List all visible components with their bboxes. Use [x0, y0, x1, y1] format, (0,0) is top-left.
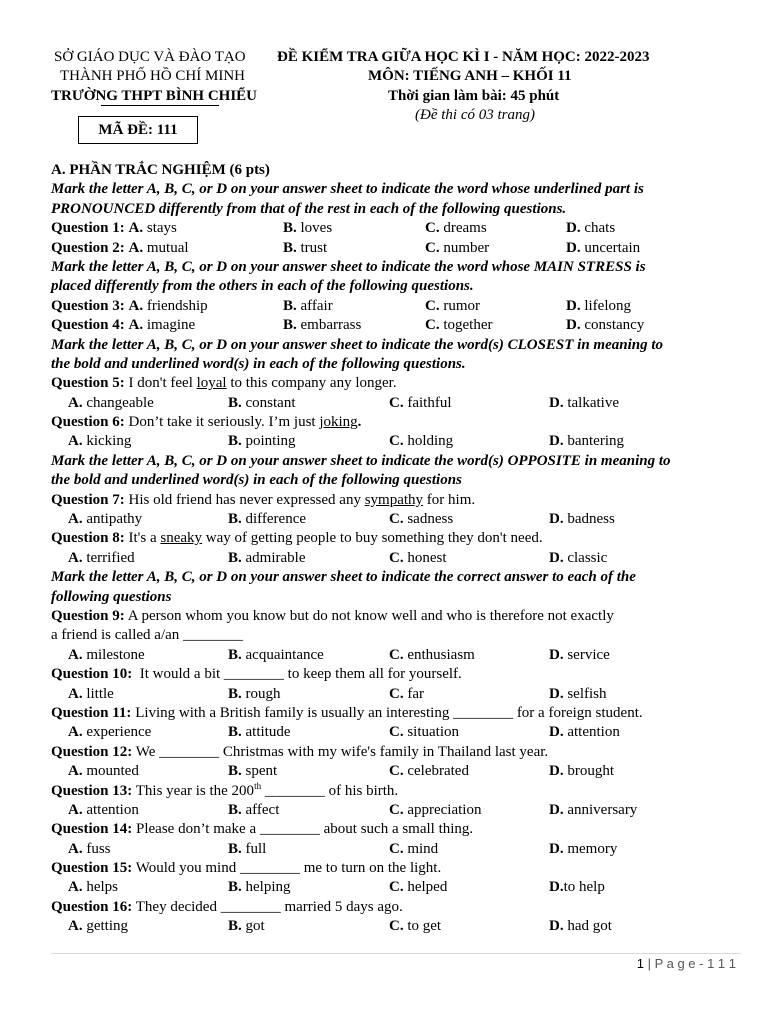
- option-a: kicking: [86, 433, 132, 450]
- option-a: experience: [86, 724, 152, 741]
- exam-content: [51, 161, 741, 937]
- question-7-options: A. antipathy B. difference C. sadness D. badness: [68, 511, 615, 528]
- page-footer: [637, 956, 736, 971]
- option-c: faithful: [407, 394, 452, 411]
- question-12-options: A. mounted B. spent C. celebrated D. brought: [68, 763, 615, 780]
- exam-duration: Thời gian làm bài: 45 phút: [388, 88, 560, 104]
- question-14-stem: Question 14: Please don’t make a ________ about such a small thing.: [51, 821, 474, 838]
- option-d: selfish: [567, 685, 607, 702]
- option-b: rough: [245, 685, 281, 702]
- section-a-title: A. PHẦN TRẮC NGHIỆM (6 pts): [51, 162, 270, 178]
- question-8-options: A. terrified B. admirable C. honest D. classic: [68, 549, 608, 566]
- question-label: Question 1:: [51, 220, 125, 237]
- question-13-options: A. attention B. affect C. appreciation D. anniversary: [68, 801, 638, 818]
- instruction-opposite-2: the bold and underlined word(s) in each of the following questions: [51, 472, 462, 489]
- option-c: rumor: [443, 297, 481, 314]
- dept-line-2: THÀNH PHỐ HỒ CHÍ MINH: [60, 68, 245, 84]
- question-16-options: A. getting B. got C. to get D. had got: [68, 918, 612, 935]
- question-12-stem: Question 12: We ________ Christmas with my wife's family in Thailand last year.: [51, 743, 549, 760]
- instruction-closest-1: Mark the letter A, B, C, or D on your answer sheet to indicate the word(s) CLOSEST in meaning to: [51, 336, 664, 353]
- option-d: memory: [567, 840, 618, 857]
- instruction-pronunciation-1: Mark the letter A, B, C, or D on your answer sheet to indicate the word whose underlined part is: [51, 181, 644, 198]
- option-c: holding: [407, 433, 454, 450]
- question-2: Question 2: A. mutual B. trust C. number D. uncertain: [51, 239, 641, 256]
- option-b: constant: [245, 394, 296, 411]
- option-c: sadness: [407, 511, 454, 528]
- question-4: Question 4: A. imagine B. embarrass C. together D. constancy: [51, 317, 645, 334]
- option-d: uncertain: [584, 239, 641, 256]
- option-c: enthusiasm: [407, 646, 475, 663]
- question-15-options: A. helps B. helping C. helped D.to help: [68, 879, 605, 896]
- option-d: service: [567, 646, 610, 663]
- option-a: attention: [86, 801, 139, 818]
- option-c: together: [443, 317, 493, 334]
- option-a: fuss: [86, 840, 111, 857]
- option-c: helped: [407, 879, 448, 896]
- footer-divider: [51, 953, 741, 954]
- exam-subject: MÔN: TIẾNG ANH – KHỐI 11: [368, 68, 572, 84]
- option-b: full: [245, 840, 267, 857]
- option-b: spent: [245, 763, 278, 780]
- option-c: dreams: [443, 220, 487, 237]
- question-10-stem: Question 10: It would a bit ________ to keep them all for yourself.: [51, 666, 462, 683]
- option-c: far: [407, 685, 424, 702]
- question-11-stem: Question 11: Living with a British family is usually an interesting ________ for a foreign student.: [51, 704, 643, 721]
- option-a: getting: [86, 918, 129, 935]
- option-d: constancy: [584, 317, 645, 334]
- page-number: 1: [636, 956, 644, 971]
- instruction-opposite-1: Mark the letter A, B, C, or D on your answer sheet to indicate the word(s) OPPOSITE in meaning to: [51, 452, 671, 469]
- option-c: situation: [407, 724, 460, 741]
- key-word: joking: [319, 414, 358, 431]
- option-b: embarrass: [300, 317, 362, 334]
- option-d: anniversary: [567, 801, 638, 818]
- option-b: acquaintance: [245, 646, 324, 663]
- option-d: classic: [567, 549, 608, 566]
- option-a: mutual: [146, 239, 189, 256]
- option-b: trust: [300, 239, 328, 256]
- option-a: friendship: [146, 297, 208, 314]
- option-c: to get: [407, 918, 442, 935]
- option-c: number: [443, 239, 490, 256]
- question-11-options: A. experience B. attitude C. situation D. attention: [68, 724, 620, 741]
- instruction-stress-1: Mark the letter A, B, C, or D on your answer sheet to indicate the word whose MAIN STRESS is: [51, 258, 646, 275]
- option-b: affect: [245, 801, 280, 818]
- option-d: had got: [567, 918, 612, 935]
- question-5-options: A. changeable B. constant C. faithful D. talkative: [68, 394, 619, 411]
- option-c: celebrated: [407, 763, 469, 780]
- option-b: helping: [245, 879, 291, 896]
- option-d: badness: [567, 511, 615, 528]
- question-15-stem: Question 15: Would you mind ________ me to turn on the light.: [51, 860, 442, 877]
- key-word: sympathy: [364, 491, 424, 508]
- option-d: chats: [584, 220, 616, 237]
- question-9-options: A. milestone B. acquaintance C. enthusiasm D. service: [68, 646, 610, 663]
- option-b: difference: [245, 511, 307, 528]
- option-a: stays: [146, 220, 177, 237]
- option-c: mind: [407, 840, 439, 857]
- question-9-stem-1: Question 9: A person whom you know but do not know well and who is therefore not exactly: [51, 607, 614, 624]
- option-a: little: [86, 685, 114, 702]
- instruction-closest-2: the bold and underlined word(s) in each of the following questions.: [51, 355, 466, 372]
- option-d: lifelong: [584, 297, 631, 314]
- option-a: mounted: [86, 763, 139, 780]
- option-b: attitude: [245, 724, 291, 741]
- key-word: loyal: [196, 375, 227, 392]
- option-a: imagine: [146, 317, 196, 334]
- question-8-stem: Question 8: It's a sneaky way of getting people to buy something they don't need.: [51, 530, 543, 547]
- question-16-stem: Question 16: They decided ________ married 5 days ago.: [51, 898, 403, 915]
- question-3: Question 3: A. friendship B. affair C. rumor D. lifelong: [51, 297, 631, 314]
- question-13-stem: Question 13: This year is the 200th ________ of his birth.: [51, 780, 399, 799]
- key-word: sneaky: [160, 530, 203, 547]
- option-b: got: [245, 918, 265, 935]
- footer-separator: |: [643, 956, 655, 971]
- question-1: Question 1: A. stays B. loves C. dreams D. chats: [51, 220, 616, 237]
- option-d: bantering: [567, 433, 624, 450]
- option-d: to help: [563, 879, 605, 896]
- question-7-stem: Question 7: His old friend has never expressed any sympathy for him.: [51, 491, 476, 508]
- option-a: terrified: [86, 549, 135, 566]
- dept-line-1: SỞ GIÁO DỤC VÀ ĐÀO TẠO: [54, 49, 246, 65]
- question-10-options: A. little B. rough C. far D. selfish: [68, 685, 607, 702]
- option-a: helps: [86, 879, 119, 896]
- option-b: admirable: [245, 549, 306, 566]
- question-6-stem: Question 6: Don’t take it seriously. I’m just joking.: [51, 414, 362, 431]
- option-b: affair: [300, 297, 333, 314]
- school-name: TRƯỜNG THPT BÌNH CHIỂU: [51, 88, 258, 104]
- question-14-options: A. fuss B. full C. mind D. memory: [68, 840, 618, 857]
- option-b: loves: [300, 220, 333, 237]
- option-d: brought: [567, 763, 615, 780]
- instruction-pronunciation-2: PRONOUNCED differently from that of the rest in each of the following questions.: [51, 200, 567, 217]
- option-a: antipathy: [86, 511, 143, 528]
- option-b: pointing: [245, 433, 296, 450]
- exam-code-box: MÃ ĐỀ: 111: [78, 116, 198, 144]
- question-9-stem-2: a friend is called a/an ________: [51, 627, 244, 644]
- pages-note: (Đề thi có 03 trang): [415, 107, 535, 123]
- option-a: changeable: [86, 394, 154, 411]
- instruction-correct-2: following questions: [51, 588, 172, 605]
- option-d: attention: [567, 724, 620, 741]
- question-6-options: A. kicking B. pointing C. holding D. bantering: [68, 433, 624, 450]
- page-label: P a g e - 1 1 1: [654, 956, 736, 971]
- instruction-stress-2: placed differently from the others in each of the following questions.: [51, 278, 474, 295]
- option-a: milestone: [86, 646, 145, 663]
- option-c: honest: [407, 549, 447, 566]
- option-c: appreciation: [407, 801, 482, 818]
- instruction-correct-1: Mark the letter A, B, C, or D on your answer sheet to indicate the correct answer to each of the: [51, 569, 636, 586]
- school-underline: [101, 105, 219, 106]
- exam-title: ĐỀ KIỂM TRA GIỮA HỌC KÌ I - NĂM HỌC: 2022-2023: [277, 49, 650, 65]
- question-5-stem: Question 5: I don't feel loyal to this company any longer.: [51, 375, 397, 392]
- option-d: talkative: [567, 394, 619, 411]
